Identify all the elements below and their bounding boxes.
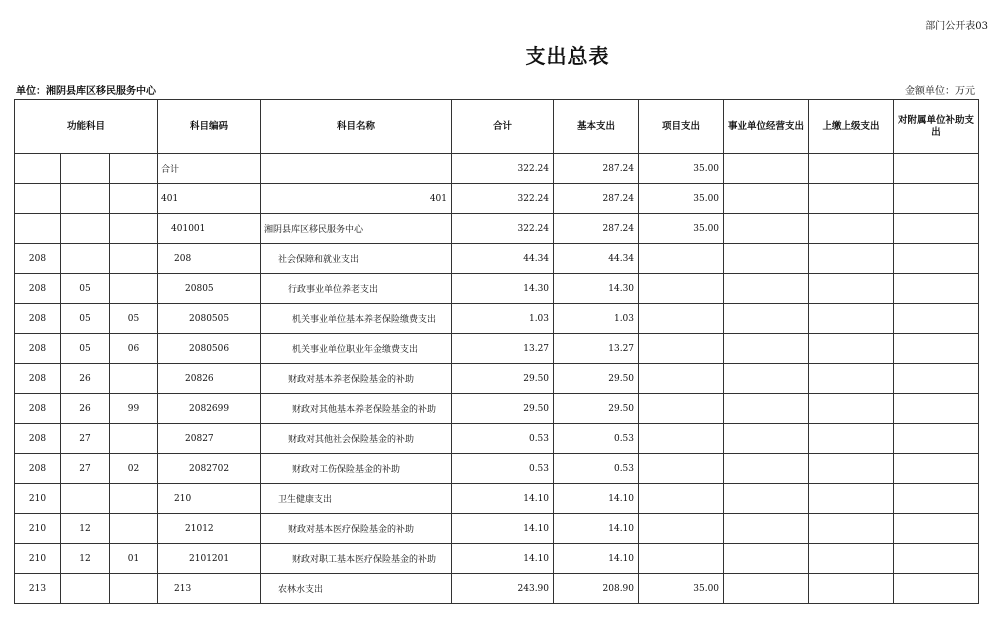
cell-subsidy: [894, 454, 979, 484]
cell-project: [639, 274, 724, 304]
cell-func-class: 210: [15, 544, 61, 574]
cell-business: [724, 454, 809, 484]
table-row: [15, 454, 979, 484]
cell-func-subitem: 99: [110, 394, 158, 424]
cell-func-class: [15, 184, 61, 214]
cell-subject-name: 财政对其他社会保险基金的补助: [261, 424, 452, 454]
cell-project: [639, 244, 724, 274]
cell-basic: 13.27: [554, 334, 639, 364]
cell-subject-name: 社会保障和就业支出: [261, 244, 452, 274]
col-header-remit: 上缴上级支出: [809, 100, 894, 154]
cell-basic: 14.10: [554, 484, 639, 514]
cell-func-item: [61, 484, 110, 514]
cell-project: [639, 394, 724, 424]
cell-func-class: 208: [15, 304, 61, 334]
cell-subsidy: [894, 214, 979, 244]
cell-subject-code: 21012: [158, 514, 261, 544]
table-row: [15, 364, 979, 394]
cell-basic: 14.30: [554, 274, 639, 304]
cell-func-subitem: 05: [110, 304, 158, 334]
cell-subject-code: 401001: [158, 214, 261, 244]
cell-func-class: 208: [15, 364, 61, 394]
cell-business: [724, 484, 809, 514]
cell-business: [724, 154, 809, 184]
cell-func-item: 27: [61, 454, 110, 484]
cell-subject-name: 行政事业单位养老支出: [261, 274, 452, 304]
cell-total: 14.10: [452, 484, 554, 514]
cell-func-class: 208: [15, 244, 61, 274]
cell-subsidy: [894, 514, 979, 544]
cell-total: 243.90: [452, 574, 554, 604]
page-title: 支出总表: [525, 44, 610, 68]
cell-func-class: 210: [15, 514, 61, 544]
cell-func-subitem: [110, 184, 158, 214]
cell-subject-name: 财政对职工基本医疗保险基金的补助: [261, 544, 452, 574]
unit-label: 单位：湘阴县库区移民服务中心: [16, 86, 156, 97]
table-row: [15, 244, 979, 274]
cell-basic: 29.50: [554, 364, 639, 394]
cell-func-item: 05: [61, 304, 110, 334]
cell-business: [724, 424, 809, 454]
cell-subsidy: [894, 364, 979, 394]
cell-subsidy: [894, 574, 979, 604]
cell-func-subitem: [110, 574, 158, 604]
cell-func-item: [61, 214, 110, 244]
cell-subject-name: 财政对工伤保险基金的补助: [261, 454, 452, 484]
cell-func-class: 208: [15, 274, 61, 304]
cell-subsidy: [894, 244, 979, 274]
cell-business: [724, 364, 809, 394]
cell-subject-code: 213: [158, 574, 261, 604]
cell-total: 29.50: [452, 394, 554, 424]
cell-subject-code: 2080506: [158, 334, 261, 364]
cell-subject-code: 208: [158, 244, 261, 274]
cell-func-item: [61, 574, 110, 604]
cell-basic: 14.10: [554, 544, 639, 574]
cell-basic: 29.50: [554, 394, 639, 424]
cell-remit: [809, 274, 894, 304]
cell-project: [639, 514, 724, 544]
cell-business: [724, 184, 809, 214]
cell-subject-name: 财政对基本医疗保险基金的补助: [261, 514, 452, 544]
cell-func-item: 05: [61, 334, 110, 364]
cell-remit: [809, 514, 894, 544]
col-header-total: 合计: [452, 100, 554, 154]
cell-subsidy: [894, 394, 979, 424]
cell-remit: [809, 214, 894, 244]
table-row: [15, 484, 979, 514]
cell-subject-name: 湘阴县库区移民服务中心: [261, 214, 452, 244]
cell-func-subitem: [110, 364, 158, 394]
cell-func-item: [61, 184, 110, 214]
cell-func-class: 208: [15, 424, 61, 454]
cell-func-subitem: [110, 244, 158, 274]
cell-business: [724, 214, 809, 244]
cell-subject-code: 210: [158, 484, 261, 514]
cell-func-subitem: [110, 424, 158, 454]
cell-business: [724, 394, 809, 424]
cell-func-class: 213: [15, 574, 61, 604]
cell-func-subitem: [110, 274, 158, 304]
cell-project: 35.00: [639, 214, 724, 244]
cell-total: 44.34: [452, 244, 554, 274]
cell-func-item: 12: [61, 514, 110, 544]
cell-func-class: [15, 154, 61, 184]
cell-basic: 0.53: [554, 424, 639, 454]
table-row: [15, 154, 979, 184]
amount-unit-label: 金额单位：万元: [905, 86, 975, 97]
cell-func-item: 26: [61, 364, 110, 394]
col-header-subsidy: 对附属单位补助支出: [894, 100, 979, 154]
table-row: [15, 214, 979, 244]
cell-remit: [809, 424, 894, 454]
cell-remit: [809, 244, 894, 274]
cell-remit: [809, 304, 894, 334]
cell-remit: [809, 574, 894, 604]
cell-subject-name: 农林水支出: [261, 574, 452, 604]
cell-subsidy: [894, 154, 979, 184]
cell-subject-code: 401: [158, 184, 261, 214]
cell-subject-name: [261, 154, 452, 184]
cell-total: 14.30: [452, 274, 554, 304]
table-row: [15, 574, 979, 604]
cell-subject-name: 卫生健康支出: [261, 484, 452, 514]
cell-func-subitem: [110, 154, 158, 184]
cell-project: [639, 454, 724, 484]
cell-subsidy: [894, 184, 979, 214]
cell-func-item: [61, 244, 110, 274]
form-code: 部门公开表03: [925, 21, 988, 32]
cell-remit: [809, 334, 894, 364]
cell-total: 0.53: [452, 424, 554, 454]
cell-func-subitem: [110, 214, 158, 244]
cell-subsidy: [894, 424, 979, 454]
cell-func-item: 26: [61, 394, 110, 424]
cell-total: 14.10: [452, 514, 554, 544]
cell-func-subitem: 02: [110, 454, 158, 484]
table-row: [15, 544, 979, 574]
cell-project: [639, 424, 724, 454]
cell-func-class: 208: [15, 334, 61, 364]
cell-subsidy: [894, 544, 979, 574]
cell-subject-code: 20805: [158, 274, 261, 304]
cell-business: [724, 274, 809, 304]
cell-subject-name: 财政对基本养老保险基金的补助: [261, 364, 452, 394]
cell-func-item: 05: [61, 274, 110, 304]
cell-subject-code: 2080505: [158, 304, 261, 334]
cell-remit: [809, 154, 894, 184]
cell-subject-name: 财政对其他基本养老保险基金的补助: [261, 394, 452, 424]
col-header-business: 事业单位经营支出: [724, 100, 809, 154]
cell-project: 35.00: [639, 184, 724, 214]
cell-func-item: 12: [61, 544, 110, 574]
cell-func-subitem: 01: [110, 544, 158, 574]
cell-remit: [809, 364, 894, 394]
cell-func-subitem: [110, 514, 158, 544]
cell-func-class: 210: [15, 484, 61, 514]
table-header-row: [15, 100, 979, 154]
cell-func-subitem: 06: [110, 334, 158, 364]
cell-basic: 287.24: [554, 184, 639, 214]
cell-func-class: 208: [15, 454, 61, 484]
cell-total: 13.27: [452, 334, 554, 364]
cell-remit: [809, 454, 894, 484]
cell-subject-name: 机关事业单位基本养老保险缴费支出: [261, 304, 452, 334]
cell-remit: [809, 544, 894, 574]
cell-subject-code: 2082702: [158, 454, 261, 484]
cell-project: [639, 364, 724, 394]
cell-subsidy: [894, 304, 979, 334]
cell-remit: [809, 484, 894, 514]
col-header-func-subject: 功能科目: [15, 100, 158, 154]
expenditure-table: [14, 99, 979, 604]
cell-total: 322.24: [452, 184, 554, 214]
cell-business: [724, 514, 809, 544]
cell-subject-code: 20827: [158, 424, 261, 454]
cell-subject-code: 2082699: [158, 394, 261, 424]
cell-func-item: 27: [61, 424, 110, 454]
cell-subsidy: [894, 274, 979, 304]
cell-basic: 14.10: [554, 514, 639, 544]
cell-total: 322.24: [452, 154, 554, 184]
cell-project: [639, 544, 724, 574]
cell-basic: 0.53: [554, 454, 639, 484]
cell-subject-name: 机关事业单位职业年金缴费支出: [261, 334, 452, 364]
cell-total: 0.53: [452, 454, 554, 484]
cell-func-item: [61, 154, 110, 184]
cell-business: [724, 334, 809, 364]
cell-basic: 1.03: [554, 304, 639, 334]
cell-basic: 208.90: [554, 574, 639, 604]
cell-project: [639, 304, 724, 334]
cell-business: [724, 544, 809, 574]
table-row: [15, 514, 979, 544]
table-row: [15, 184, 979, 214]
cell-total: 322.24: [452, 214, 554, 244]
col-header-project: 项目支出: [639, 100, 724, 154]
cell-total: 29.50: [452, 364, 554, 394]
cell-subsidy: [894, 334, 979, 364]
cell-remit: [809, 394, 894, 424]
cell-basic: 44.34: [554, 244, 639, 274]
table-row: [15, 304, 979, 334]
cell-total: 14.10: [452, 544, 554, 574]
cell-project: [639, 334, 724, 364]
cell-remit: [809, 184, 894, 214]
cell-business: [724, 574, 809, 604]
table-row: [15, 274, 979, 304]
cell-func-class: [15, 214, 61, 244]
cell-project: [639, 484, 724, 514]
col-header-basic: 基本支出: [554, 100, 639, 154]
cell-func-class: 208: [15, 394, 61, 424]
cell-subject-code: 合计: [158, 154, 261, 184]
col-header-subject-code: 科目编码: [158, 100, 261, 154]
cell-subject-code: 20826: [158, 364, 261, 394]
cell-business: [724, 244, 809, 274]
table-row: [15, 334, 979, 364]
cell-business: [724, 304, 809, 334]
table-row: [15, 424, 979, 454]
cell-subject-code: 2101201: [158, 544, 261, 574]
cell-basic: 287.24: [554, 214, 639, 244]
cell-project: 35.00: [639, 154, 724, 184]
cell-subsidy: [894, 484, 979, 514]
cell-func-subitem: [110, 484, 158, 514]
cell-subject-name: 401: [261, 184, 452, 214]
col-header-subject-name: 科目名称: [261, 100, 452, 154]
cell-project: 35.00: [639, 574, 724, 604]
cell-basic: 287.24: [554, 154, 639, 184]
cell-total: 1.03: [452, 304, 554, 334]
table-row: [15, 394, 979, 424]
